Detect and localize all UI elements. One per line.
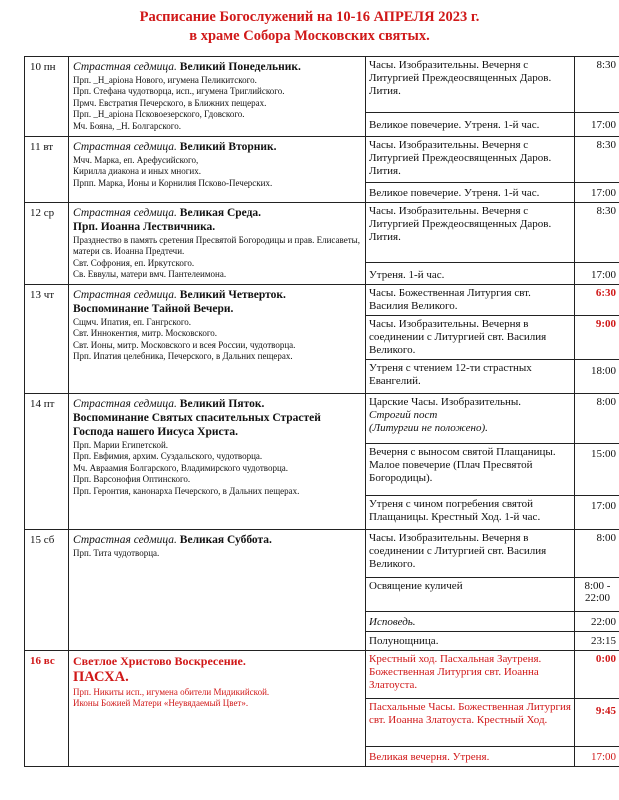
day-description [69, 203, 366, 285]
week-label: Страстная седмица. [73, 289, 177, 301]
service-text: Царские Часы. Изобразительны. [369, 396, 522, 408]
saint-line: Свт. Иннокентия, митр. Московского. [73, 328, 218, 339]
schedule-table [24, 56, 619, 767]
day-label: 16 вс [25, 651, 69, 767]
service-time: 22:00 [575, 612, 619, 632]
service-time: 17:00 [575, 113, 619, 137]
day-row-mon [25, 57, 619, 113]
service-text: Вечерня с выносом святой Плащаницы. Малое повечерие (Плач Пресвятой Богородицы). [366, 444, 575, 496]
service-text: Часы. Изобразительны. Вечерня в соединении с Литургией свт. Василия Великого. [366, 530, 575, 578]
service-text: Утреня с чтением 12-ти страстных Евангелий. [366, 360, 575, 394]
saint-line: Иконы Божией Матери «Неувядаемый Цвет». [73, 698, 249, 709]
saint-line: Мч. Бояна, _Н. Болгарского. [73, 120, 181, 131]
feast-name: Светлое Христово Воскресение. [73, 654, 246, 668]
saint-line: Прмч. Евстратия Печерского, в Ближних пещерах. [73, 97, 267, 108]
service-time: 8:00 [575, 394, 619, 444]
service-text: Великая вечерня. Утреня. [366, 747, 575, 767]
feast-name: Великий Пяток. [179, 398, 265, 410]
service-time: 8:30 [575, 137, 619, 183]
week-label: Страстная седмица. [73, 61, 177, 73]
saint-line: Прп. Геронтия, канонарха Печерского, в Дальних пещерах. [73, 485, 300, 496]
liturgy-note: (Литургии не положено). [369, 422, 488, 434]
week-label: Страстная седмица. [73, 398, 177, 410]
saint-line: Прп. _Н_арiона Нового, игумена Пеликитского. [73, 75, 257, 85]
saint-line: Прп. Евфимия, архим. Суздальского, чудотворца. [73, 451, 263, 462]
service-time: 17:00 [575, 263, 619, 285]
day-row-thu [25, 285, 619, 316]
week-label: Страстная седмица. [73, 141, 177, 153]
service-text: Часы. Божественная Литургия свт. Василия Великого. [366, 285, 575, 316]
service-time: 9:00 [575, 316, 619, 360]
service-text: Утреня с чином погребения святой Плащаницы. Крестный Ход. 1-й час. [366, 496, 575, 530]
day-row-wed [25, 203, 619, 263]
saint-line: Свт. Софрония, еп. Иркутского. [73, 257, 195, 268]
service-text: Исповедь. [366, 612, 575, 632]
service-time: 8:30 [575, 203, 619, 263]
saint-line: Мч. Авраамия Болгарского, Владимирского чудотворца. [73, 462, 289, 473]
service-text: Великое повечерие. Утреня. 1-й час. [366, 113, 575, 137]
saint-line: Прп. Варсонофия Оптинского. [73, 474, 191, 485]
saint-line: Кирилла диакона и иных многих. [73, 166, 201, 177]
service-time: 8:30 [575, 57, 619, 113]
service-time: 18:00 [575, 360, 619, 394]
service-time: 8:00 - 22:00 [575, 578, 619, 612]
day-label: 12 ср [25, 203, 69, 285]
saint-line: Прп. Тита чудотворца. [73, 548, 160, 558]
schedule-title: Расписание Богослужений на 10-16 АПРЕЛЯ 2023 г. [139, 9, 480, 25]
service-time: 15:00 [575, 444, 619, 496]
saint-line: Прп. Марии Египетской. [73, 440, 169, 450]
saint-line: Сщмч. Ипатия, еп. Гангрского. [73, 317, 192, 327]
service-text: Пасхальные Часы. Божественная Литургия свт. Иоанна Златоуста. Крестный Ход. [366, 699, 575, 747]
service-cell [366, 394, 575, 444]
service-text: Часы. Изобразительны. Вечерня с Литургией Преждеосвященных Даров. Лития. [366, 203, 575, 263]
saint-line: Св. Еввулы, матери вмч. Пантелеимона. [73, 269, 227, 280]
service-time: 6:30 [575, 285, 619, 316]
schedule-subtitle: в храме Собора Московских святых. [189, 28, 430, 44]
service-time: 17:00 [575, 747, 619, 767]
service-text: Крестный ход. Пасхальная Заутреня. Божественная Литургия свт. Иоанна Златоуста. [366, 651, 575, 699]
service-text: Часы. Изобразительны. Вечерня в соединении с Литургией свт. Василия Великого. [366, 316, 575, 360]
week-label: Страстная седмица. [73, 207, 177, 219]
service-time: 17:00 [575, 183, 619, 203]
saint-line: Прп. Стефана чудотворца, исп., игумена Триглийского. [73, 86, 285, 97]
service-time: 17:00 [575, 496, 619, 530]
day-description [69, 285, 366, 394]
day-description [69, 137, 366, 203]
day-label: 13 чт [25, 285, 69, 394]
feast-name: Великий Четверток. [179, 289, 286, 301]
feast-name: Великая Суббота. [179, 534, 272, 546]
day-row-sat [25, 530, 619, 578]
saint-line: Свт. Ионы, митр. Московского и всея России, чудотворца. [73, 339, 296, 350]
saint-line: Прпп. Марка, Ионы и Корнилия Псково-Печерских. [73, 177, 273, 188]
day-description [69, 651, 366, 767]
day-description [69, 530, 366, 651]
feast-name: Великий Понедельник. [179, 61, 301, 73]
service-text: Освящение куличей [366, 578, 575, 612]
day-label: 11 вт [25, 137, 69, 203]
saint-line: Прп. Ипатия целебника, Печерского, в Дальних пещерах. [73, 351, 293, 362]
day-label: 15 сб [25, 530, 69, 651]
service-time: 23:15 [575, 632, 619, 651]
service-text: Утреня. 1-й час. [366, 263, 575, 285]
day-description [69, 394, 366, 530]
feast-subtitle: Воспоминание Святых спасительных Страстей Господа нашего Иисуса Христа. [73, 412, 321, 438]
service-text: Великое повечерие. Утреня. 1-й час. [366, 183, 575, 203]
saint-line: Прп. _Н_арiона Псковоезерского, Гдовского. [73, 109, 245, 120]
saint-main: Прп. Иоанна Лествичника. [73, 221, 216, 233]
saint-line: Празднество в память сретения Пресвятой Богородицы и прав. Елисаветы, матери св. Иоанна Предтечи. [73, 235, 360, 257]
saint-line: Прп. Никиты исп., игумена обители Мидикийской. [73, 687, 270, 697]
service-text: Полунощница. [366, 632, 575, 651]
pascha-title: ПАСХА. [73, 669, 129, 685]
fast-note: Строгий пост [369, 409, 438, 421]
service-time: 0:00 [575, 651, 619, 699]
day-row-sun [25, 651, 619, 699]
service-text: Часы. Изобразительны. Вечерня с Литургией Преждеосвященных Даров. Лития. [366, 57, 575, 113]
day-label: 14 пт [25, 394, 69, 530]
feast-subtitle: Воспоминание Тайной Вечери. [73, 303, 234, 315]
service-time: 9:45 [575, 699, 619, 747]
day-label: 10 пн [25, 57, 69, 137]
service-text: Часы. Изобразительны. Вечерня с Литургией Преждеосвященных Даров. Лития. [366, 137, 575, 183]
saint-line: Мчч. Марка, еп. Арефусийского, [73, 155, 199, 165]
week-label: Страстная седмица. [73, 534, 177, 546]
feast-name: Великий Вторник. [179, 141, 277, 153]
feast-name: Великая Среда. [179, 207, 262, 219]
day-row-tue [25, 137, 619, 183]
day-description [69, 57, 366, 137]
day-row-fri [25, 394, 619, 444]
service-time: 8:00 [575, 530, 619, 578]
